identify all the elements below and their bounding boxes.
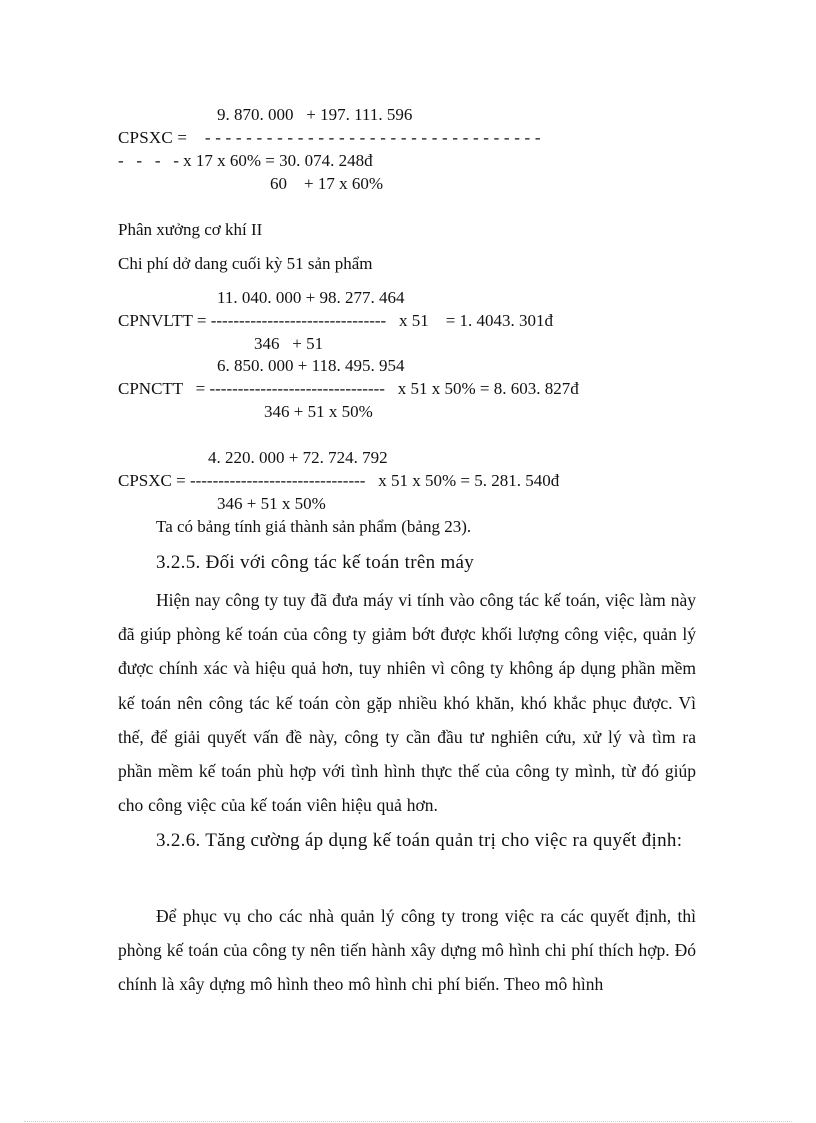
section-heading-3-2-6-text: 3.2.6. Tăng cường áp dụng kế toán quản trị cho việc ra quyết định: xyxy=(156,830,683,851)
section-heading-3-2-5: 3.2.5. Đối với công tác kế toán trên máy xyxy=(156,552,475,573)
section-heading-3-2-6 xyxy=(118,823,696,859)
table-reference: Ta có bảng tính giá thành sản phẩm (bảng 23). xyxy=(156,517,472,536)
cpnctt-numerator: 6. 850. 000 + 118. 495. 954 xyxy=(217,356,405,375)
cpsxc2-numerator: 4. 220. 000 + 72. 724. 792 xyxy=(208,448,388,467)
workshop-title: Phân xưởng cơ khí II xyxy=(118,220,263,239)
cpsxc1-denominator: 60 + 17 x 60% xyxy=(270,174,383,193)
page-bottom-rule xyxy=(24,1121,792,1122)
cpnvltt-numerator: 11. 040. 000 + 98. 277. 464 xyxy=(217,288,405,307)
section-body-3-2-5-text: Hiện nay công ty tuy đã đưa máy vi tính vào công tác kế toán, việc làm này đã giúp phòng kế toán của công ty giảm bớt được khối lượng công việc, quản lý được chính xác và hiệu quả hơn, tuy nhiên vì công ty không áp dụng phần mềm kế toán nên công tác kế toán còn gặp nhiều khó khăn, khó khắc phục được. Vì thế, để giải quyết vấn đề này, công ty cần đầu tư nghiên cứu, xử lý và tìm ra phần mềm kế toán phù hợp với tình hình thực thế của công ty mình, từ đó giúp cho công việc của kế toán viên hiệu quả hơn. xyxy=(118,590,696,816)
cpsxc1-label-line: CPSXC = - - - - - - - - - - - - - - - - - - - - - - - - - - - - - - - - - xyxy=(118,128,541,147)
section-body-3-2-5 xyxy=(118,583,696,822)
section-body-3-2-6 xyxy=(118,899,696,1002)
cpsxc1-numerator: 9. 870. 000 + 197. 111. 596 xyxy=(217,105,413,124)
cpnctt-line: CPNCTT = ------------------------------- x 51 x 50% = 8. 603. 827đ xyxy=(118,379,579,398)
wip-title: Chi phí dở dang cuối kỳ 51 sản phẩm xyxy=(118,254,373,273)
cpnctt-denominator: 346 + 51 x 50% xyxy=(264,402,373,421)
cpsxc2-line: CPSXC = ------------------------------- x 51 x 50% = 5. 281. 540đ xyxy=(118,471,560,490)
cpsxc1-continuation: - - - - x 17 x 60% = 30. 074. 248đ xyxy=(118,151,373,170)
cpnvltt-line: CPNVLTT = ------------------------------- x 51 = 1. 4043. 301đ xyxy=(118,311,554,330)
cpnvltt-denominator: 346 + 51 xyxy=(254,334,324,353)
section-body-3-2-6-text: Để phục vụ cho các nhà quản lý công ty trong việc ra các quyết định, thì phòng kế toán của công ty nên tiến hành xây dựng mô hình chi phí thích hợp. Đó chính là xây dựng mô hình theo mô hình chi phí biến. Theo mô hình xyxy=(118,906,696,995)
cpsxc2-denominator: 346 + 51 x 50% xyxy=(217,494,326,513)
